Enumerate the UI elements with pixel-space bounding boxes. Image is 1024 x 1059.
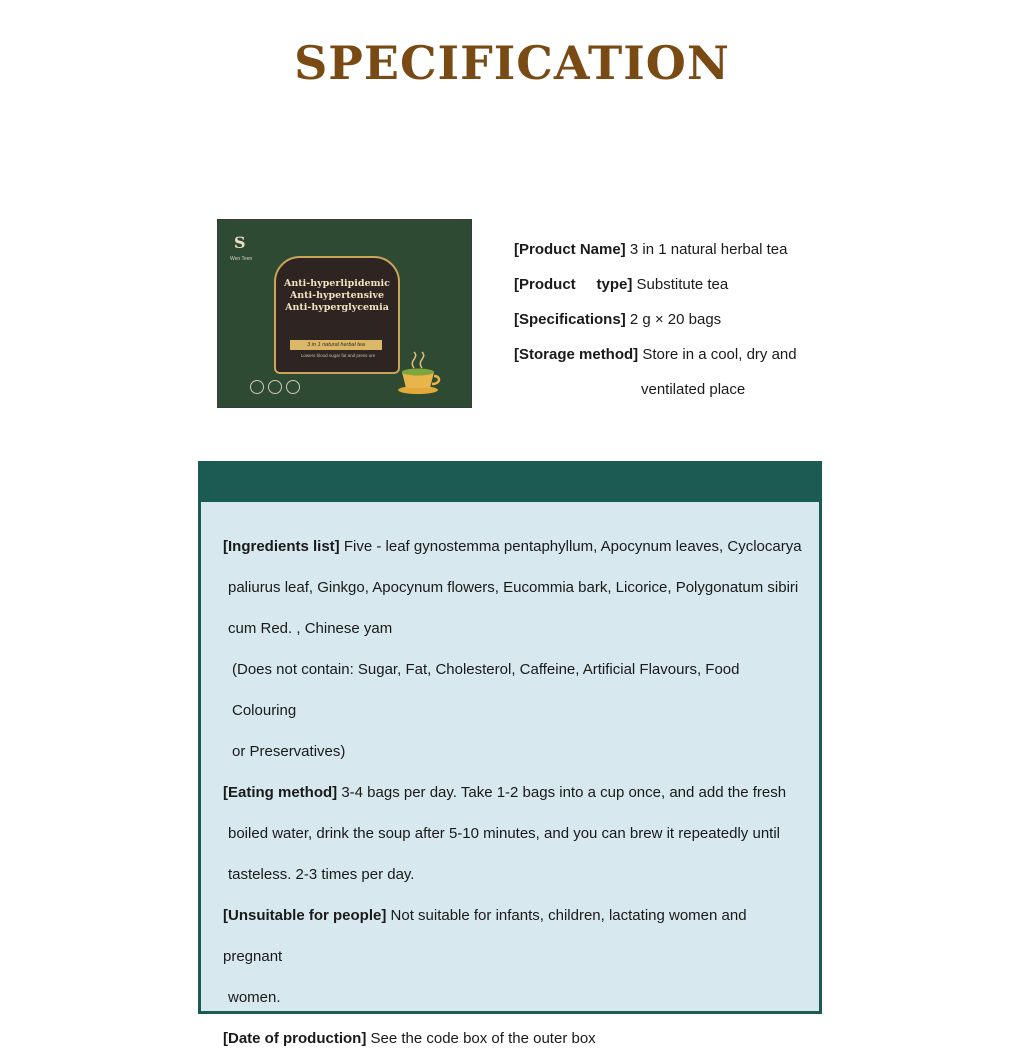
spec-value-continuation: ventilated place xyxy=(641,381,746,398)
spec-value: 2 g × 20 bags xyxy=(629,311,722,328)
details-text: Five - leaf gynostemma pentaphyllum, Apocynum leaves, Cyclocarya xyxy=(343,538,802,555)
claim-text: Anti-hyperlipidemic xyxy=(284,278,390,289)
spec-item xyxy=(514,232,834,267)
brand-name: Wen Teen xyxy=(230,256,253,262)
details-line: women. xyxy=(228,989,281,1006)
spec-value: 3 in 1 natural herbal tea xyxy=(629,241,788,258)
details-label: [Unsuitable for people] xyxy=(223,907,387,924)
spec-item xyxy=(514,267,834,302)
details-line: tasteless. 2-3 times per day. xyxy=(228,866,415,883)
details-line: paliurus leaf, Ginkgo, Apocynum flowers, Eucommia bark, Licorice, Polygonatum sibiri xyxy=(228,579,799,596)
spec-item xyxy=(514,302,834,337)
product-label-panel xyxy=(274,256,400,374)
details-list xyxy=(223,526,803,1059)
spec-label: [Product type] xyxy=(514,276,633,293)
spec-item xyxy=(514,337,834,372)
claim-text: Anti-hyperglycemia xyxy=(285,302,389,313)
details-line xyxy=(223,1018,803,1059)
details-line xyxy=(223,772,803,813)
details-line xyxy=(223,895,803,977)
certification-badge-icon xyxy=(268,380,282,394)
details-line: (Does not contain: Sugar, Fat, Cholesterol, Caffeine, Artificial Flavours, Food Colouring xyxy=(232,661,740,719)
details-panel xyxy=(198,461,822,1047)
tagline-text: Lowers blood sugar fat and press ure xyxy=(300,353,376,358)
spec-label: [Product Name] xyxy=(514,241,626,258)
spec-value: Store in a cool, dry and xyxy=(642,346,797,363)
details-line: or Preservatives) xyxy=(232,743,346,760)
page-title: SPECIFICATION xyxy=(294,36,730,90)
panel-header xyxy=(201,464,819,502)
spec-label: [Specifications] xyxy=(514,311,626,328)
details-line: cum Red. , Chinese yam xyxy=(228,620,393,637)
details-label: [Date of production] xyxy=(223,1030,367,1047)
spec-label: [Storage method] xyxy=(514,346,639,363)
brand-logo-icon: S xyxy=(234,233,246,252)
ribbon-banner: 3 in 1 natural herbal tea xyxy=(290,340,382,350)
details-line xyxy=(223,526,803,567)
details-text: Not suitable for infants, children, lactating women and pregnant xyxy=(223,907,747,965)
details-text: 3-4 bags per day. Take 1-2 bags into a cup once, and add the fresh xyxy=(341,784,787,801)
details-text: See the code box of the outer box xyxy=(370,1030,596,1047)
certification-badge-icon xyxy=(286,380,300,394)
tea-cup-icon xyxy=(394,350,444,396)
product-box-image xyxy=(218,220,471,407)
spec-list xyxy=(514,232,834,407)
claim-text: Anti-hypertensive xyxy=(289,290,385,301)
spec-value: Substitute tea xyxy=(636,276,729,293)
certification-badge-icon xyxy=(250,380,264,394)
details-label: [Eating method] xyxy=(223,784,338,801)
details-line: boiled water, drink the soup after 5-10 minutes, and you can brew it repeatedly until xyxy=(228,825,780,842)
details-label: [Ingredients list] xyxy=(223,538,340,555)
